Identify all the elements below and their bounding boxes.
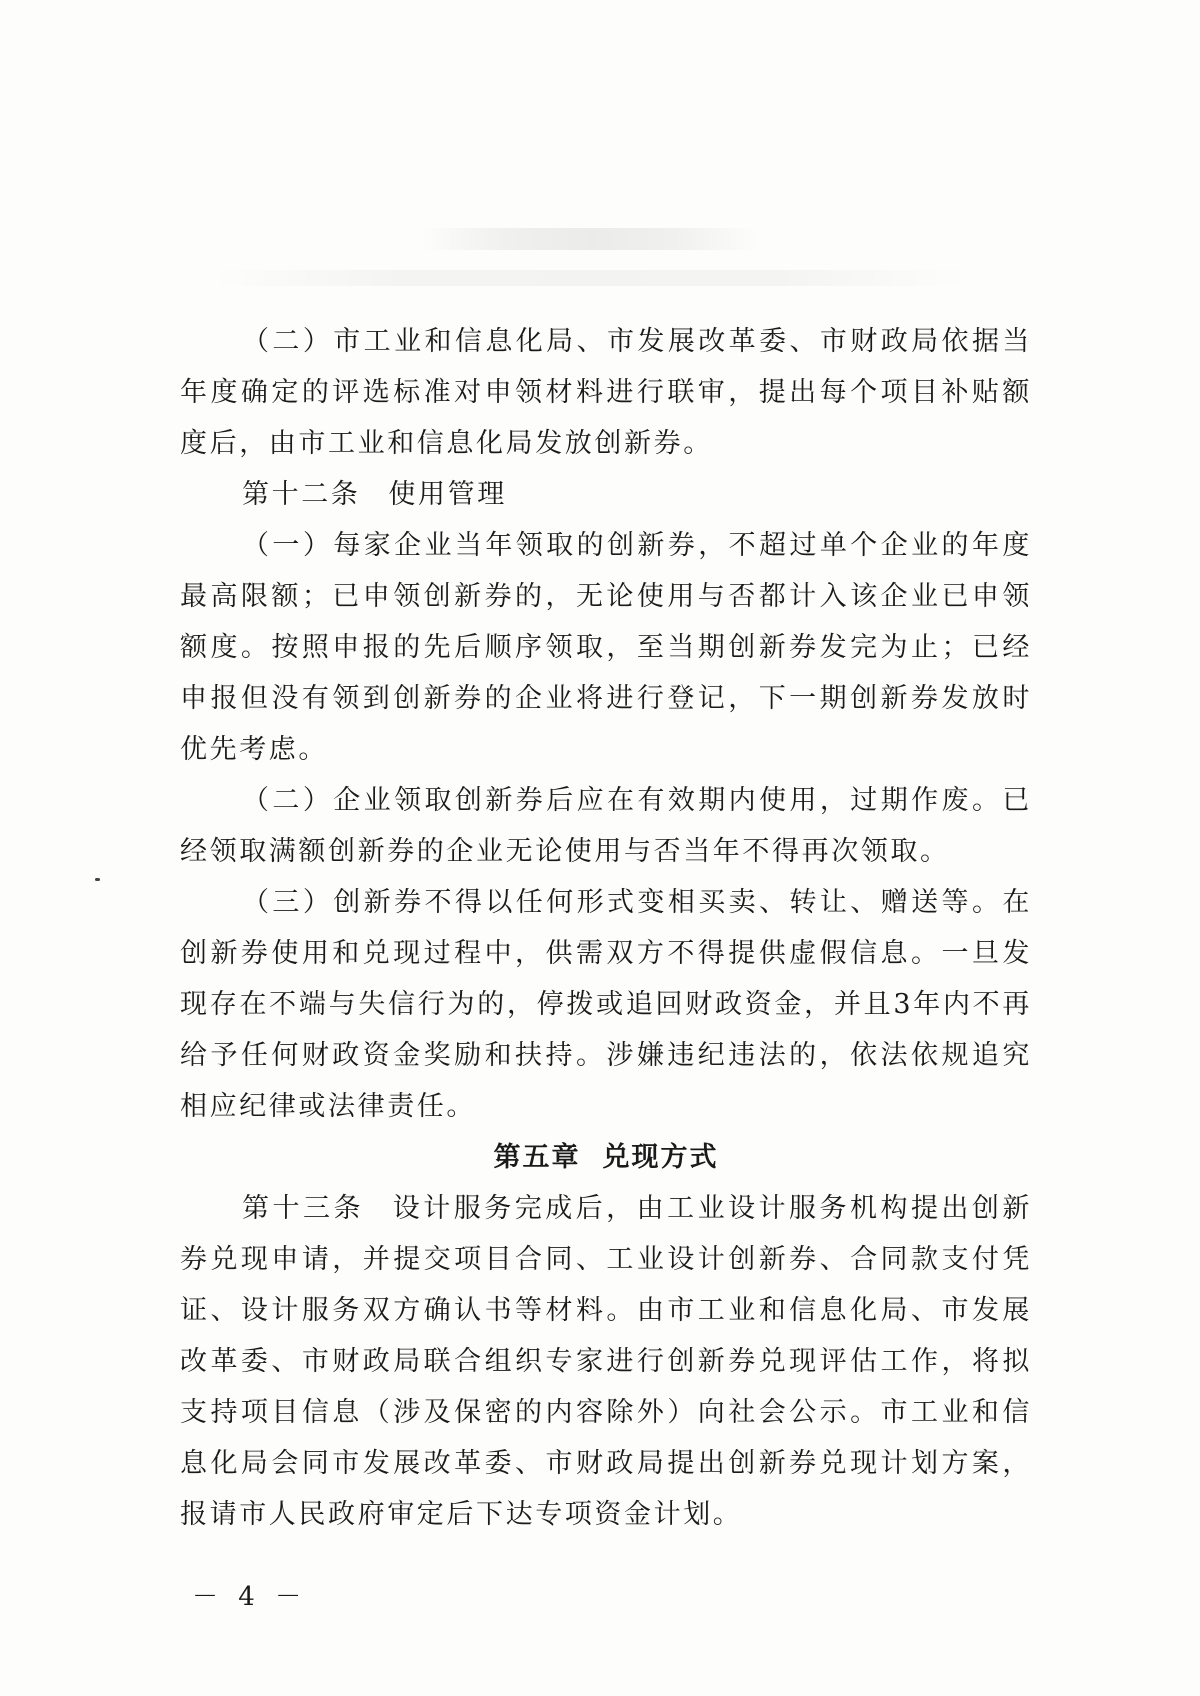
chapter-5-title: 兑现方式 — [602, 1142, 719, 1173]
article-12-heading — [180, 469, 1032, 520]
chapter-5-label: 第五章 — [493, 1142, 581, 1173]
article-13-text: 设计服务完成后，由工业设计服务机构提出创新券兑现申请，并提交项目合同、工业设计创新券、合同款支付凭证、设计服务双方确认书等材料。由市工业和信息化局、市发展改革委、市财政局联合组织专家进行创新券兑现评估工作，将拟支持项目信息（涉及保密的内容除外）向社会公示。市工业和信息化局会同市发展改革委、市财政局提出创新券兑现计划方案，报请市人民政府审定后下达专项资金计划。 — [180, 1193, 1032, 1530]
page-number: － 4 － — [192, 1582, 308, 1612]
document-body — [180, 316, 1032, 1540]
article-13-paragraph — [180, 1183, 1032, 1540]
article-12-item-2: （二）企业领取创新券后应在有效期内使用，过期作废。已经领取满额创新券的企业无论使用与否当年不得再次领取。 — [180, 785, 1032, 867]
show-through-band-secondary — [210, 270, 970, 286]
article-13-label: 第十三条 — [242, 1193, 364, 1224]
paragraph-joint-review: （二）市工业和信息化局、市发展改革委、市财政局依据当年度确定的评选标准对申领材料进行联审，提出每个项目补贴额度后，由市工业和信息化局发放创新券。 — [180, 326, 1032, 459]
article-12-item-3: （三）创新券不得以任何形式变相买卖、转让、赠送等。在创新券使用和兑现过程中，供需双方不得提供虚假信息。一旦发现存在不端与失信行为的，停拨或追回财政资金，并且3年内不再给予任何财政资金奖励和扶持。涉嫌违纪违法的，依法依规追究相应纪律或法律责任。 — [180, 887, 1032, 1122]
scan-speck — [95, 878, 100, 881]
article-12-item-1: （一）每家企业当年领取的创新券，不超过单个企业的年度最高限额；已申领创新券的，无论使用与否都计入该企业已申领额度。按照申报的先后顺序领取，至当期创新券发完为止；已经申报但没有领到创新券的企业将进行登记，下一期创新券发放时优先考虑。 — [180, 530, 1032, 765]
article-12-label: 第十二条 — [242, 479, 361, 510]
show-through-band — [420, 228, 760, 250]
chapter-5-heading — [180, 1132, 1032, 1183]
article-12-title: 使用管理 — [388, 479, 507, 510]
